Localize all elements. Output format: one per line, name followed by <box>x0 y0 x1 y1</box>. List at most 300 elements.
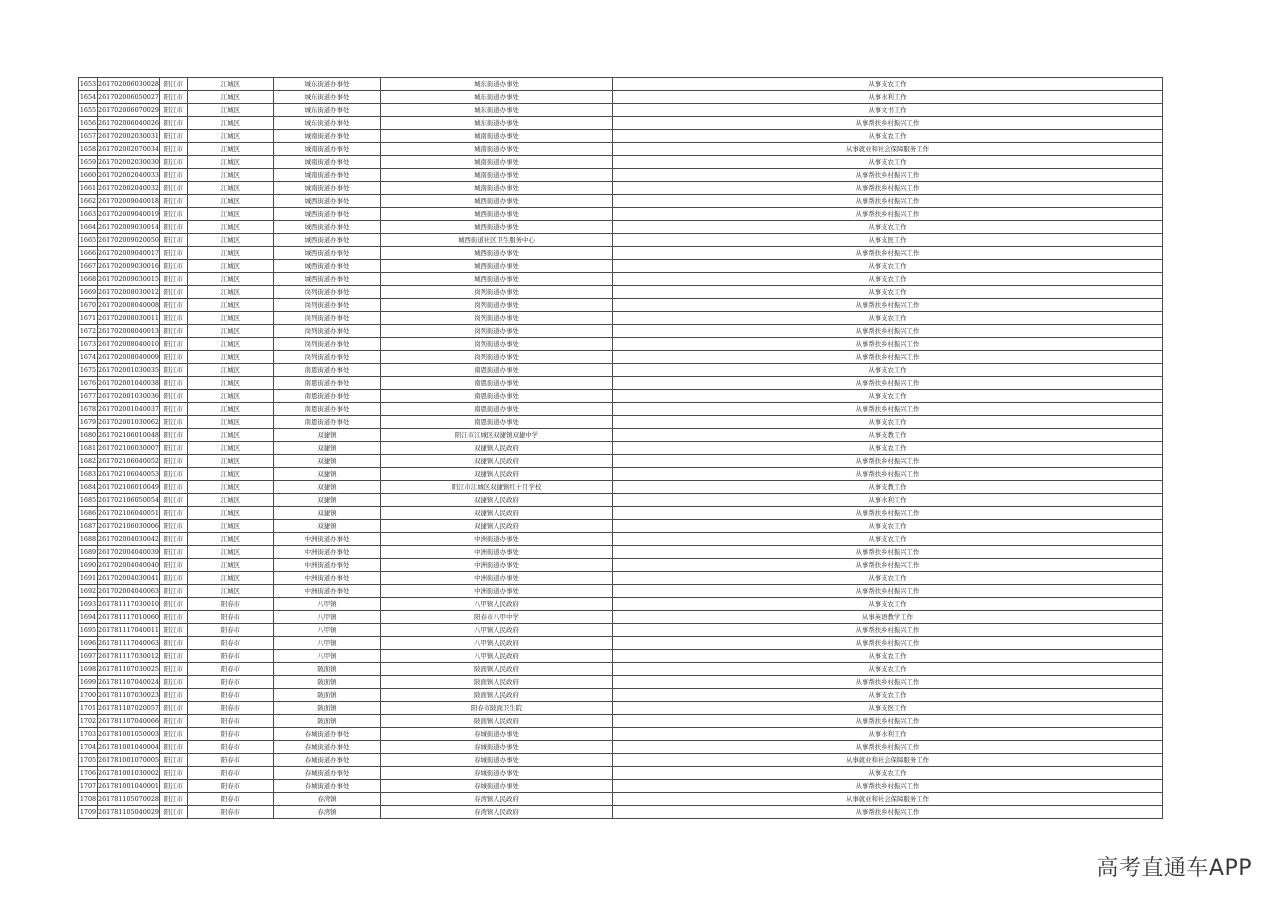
position-code-cell: 261781117030012 <box>98 650 160 663</box>
district-cell: 江城区 <box>188 260 274 273</box>
employer-cell: 春城街道办事处 <box>381 780 613 793</box>
job-duty-cell: 从事支农工作 <box>613 390 1163 403</box>
district-cell: 江城区 <box>188 169 274 182</box>
district-cell: 江城区 <box>188 546 274 559</box>
job-duty-cell: 从事水利工作 <box>613 91 1163 104</box>
row-number-cell: 1662 <box>79 195 98 208</box>
position-code-cell: 261781107030023 <box>98 689 160 702</box>
city-cell: 阳江市 <box>160 611 188 624</box>
position-code-cell: 261702106040053 <box>98 468 160 481</box>
employer-cell: 阳江市江城区双捷镇红十月学校 <box>381 481 613 494</box>
table-row <box>79 702 1163 715</box>
job-duty-cell: 从事帮扶乡村振兴工作 <box>613 325 1163 338</box>
job-duty-cell: 从事帮扶乡村振兴工作 <box>613 507 1163 520</box>
table-row <box>79 169 1163 182</box>
row-number-cell: 1693 <box>79 598 98 611</box>
township-cell: 八甲镇 <box>274 650 381 663</box>
township-cell: 双捷镇 <box>274 429 381 442</box>
city-cell: 阳江市 <box>160 208 188 221</box>
row-number-cell: 1664 <box>79 221 98 234</box>
township-cell: 城东街道办事处 <box>274 117 381 130</box>
district-cell: 江城区 <box>188 390 274 403</box>
position-code-cell: 261702008040009 <box>98 351 160 364</box>
table-row <box>79 260 1163 273</box>
table-row <box>79 780 1163 793</box>
row-number-cell: 1666 <box>79 247 98 260</box>
position-code-cell: 261702008030011 <box>98 312 160 325</box>
table-row <box>79 130 1163 143</box>
row-number-cell: 1697 <box>79 650 98 663</box>
employer-cell: 八甲镇人民政府 <box>381 624 613 637</box>
city-cell: 阳江市 <box>160 247 188 260</box>
township-cell: 中洲街道办事处 <box>274 559 381 572</box>
district-cell: 阳春市 <box>188 702 274 715</box>
job-duty-cell: 从事支农工作 <box>613 364 1163 377</box>
row-number-cell: 1689 <box>79 546 98 559</box>
row-number-cell: 1658 <box>79 143 98 156</box>
table-row <box>79 299 1163 312</box>
job-duty-cell: 从事帮扶乡村振兴工作 <box>613 624 1163 637</box>
table-row <box>79 494 1163 507</box>
employer-cell: 南恩街道办事处 <box>381 403 613 416</box>
township-cell: 岗列街道办事处 <box>274 351 381 364</box>
employer-cell: 阳江市江城区双捷镇双捷中学 <box>381 429 613 442</box>
city-cell: 阳江市 <box>160 637 188 650</box>
row-number-cell: 1695 <box>79 624 98 637</box>
city-cell: 阳江市 <box>160 299 188 312</box>
township-cell: 城南街道办事处 <box>274 156 381 169</box>
employer-cell: 双捷镇人民政府 <box>381 507 613 520</box>
row-number-cell: 1670 <box>79 299 98 312</box>
city-cell: 阳江市 <box>160 130 188 143</box>
district-cell: 阳春市 <box>188 637 274 650</box>
row-number-cell: 1678 <box>79 403 98 416</box>
job-duty-cell: 从事支农工作 <box>613 130 1163 143</box>
position-code-cell: 261702002040032 <box>98 182 160 195</box>
job-duty-cell: 从事支农工作 <box>613 689 1163 702</box>
job-duty-cell: 从事帮扶乡村振兴工作 <box>613 806 1163 819</box>
district-cell: 江城区 <box>188 208 274 221</box>
job-duty-cell: 从事支农工作 <box>613 442 1163 455</box>
table-row <box>79 234 1163 247</box>
township-cell: 双捷镇 <box>274 481 381 494</box>
row-number-cell: 1653 <box>79 78 98 91</box>
district-cell: 江城区 <box>188 117 274 130</box>
city-cell: 阳江市 <box>160 767 188 780</box>
city-cell: 阳江市 <box>160 416 188 429</box>
row-number-cell: 1661 <box>79 182 98 195</box>
township-cell: 八甲镇 <box>274 624 381 637</box>
township-cell: 八甲镇 <box>274 637 381 650</box>
job-duty-cell: 从事文书工作 <box>613 104 1163 117</box>
row-number-cell: 1668 <box>79 273 98 286</box>
district-cell: 江城区 <box>188 403 274 416</box>
employer-cell: 城西街道办事处 <box>381 195 613 208</box>
job-duty-cell: 从事帮扶乡村振兴工作 <box>613 468 1163 481</box>
township-cell: 春湾镇 <box>274 806 381 819</box>
job-duty-cell: 从事支农工作 <box>613 520 1163 533</box>
job-duty-cell: 从事支农工作 <box>613 533 1163 546</box>
district-cell: 江城区 <box>188 455 274 468</box>
employer-cell: 南恩街道办事处 <box>381 364 613 377</box>
row-number-cell: 1703 <box>79 728 98 741</box>
district-cell: 江城区 <box>188 377 274 390</box>
row-number-cell: 1667 <box>79 260 98 273</box>
job-duty-cell: 从事支农工作 <box>613 650 1163 663</box>
township-cell: 岗列街道办事处 <box>274 338 381 351</box>
position-code-cell: 261781117030010 <box>98 598 160 611</box>
employer-cell: 陂面镇人民政府 <box>381 689 613 702</box>
job-duty-cell: 从事帮扶乡村振兴工作 <box>613 546 1163 559</box>
table-row <box>79 754 1163 767</box>
township-cell: 城东街道办事处 <box>274 91 381 104</box>
district-cell: 阳春市 <box>188 598 274 611</box>
row-number-cell: 1672 <box>79 325 98 338</box>
position-code-cell: 261781105040029 <box>98 806 160 819</box>
township-cell: 中洲街道办事处 <box>274 546 381 559</box>
employer-cell: 岗列街道办事处 <box>381 286 613 299</box>
city-cell: 阳江市 <box>160 351 188 364</box>
job-duty-cell: 从事帮扶乡村振兴工作 <box>613 403 1163 416</box>
position-code-cell: 261702008030012 <box>98 286 160 299</box>
job-duty-cell: 从事支教工作 <box>613 481 1163 494</box>
district-cell: 江城区 <box>188 481 274 494</box>
position-code-cell: 261702006040026 <box>98 117 160 130</box>
city-cell: 阳江市 <box>160 676 188 689</box>
district-cell: 江城区 <box>188 247 274 260</box>
city-cell: 阳江市 <box>160 390 188 403</box>
table-row <box>79 507 1163 520</box>
job-duty-cell: 从事英语教学工作 <box>613 611 1163 624</box>
row-number-cell: 1671 <box>79 312 98 325</box>
row-number-cell: 1675 <box>79 364 98 377</box>
employer-cell: 春城街道办事处 <box>381 754 613 767</box>
position-code-cell: 261781107040024 <box>98 676 160 689</box>
row-number-cell: 1656 <box>79 117 98 130</box>
township-cell: 春城街道办事处 <box>274 780 381 793</box>
employer-cell: 春城街道办事处 <box>381 767 613 780</box>
position-code-cell: 261702106030007 <box>98 442 160 455</box>
position-code-cell: 261702009030015 <box>98 273 160 286</box>
row-number-cell: 1677 <box>79 390 98 403</box>
city-cell: 阳江市 <box>160 585 188 598</box>
city-cell: 阳江市 <box>160 780 188 793</box>
district-cell: 江城区 <box>188 91 274 104</box>
position-code-cell: 261781001040001 <box>98 780 160 793</box>
township-cell: 南恩街道办事处 <box>274 377 381 390</box>
table-row <box>79 221 1163 234</box>
township-cell: 双捷镇 <box>274 520 381 533</box>
job-duty-cell: 从事帮扶乡村振兴工作 <box>613 247 1163 260</box>
table-body <box>79 78 1163 819</box>
employer-cell: 城西街道办事处 <box>381 221 613 234</box>
district-cell: 江城区 <box>188 286 274 299</box>
table-row <box>79 598 1163 611</box>
table-row <box>79 325 1163 338</box>
table-row <box>79 689 1163 702</box>
table-row <box>79 104 1163 117</box>
township-cell: 城南街道办事处 <box>274 169 381 182</box>
city-cell: 阳江市 <box>160 104 188 117</box>
row-number-cell: 1682 <box>79 455 98 468</box>
employer-cell: 岗列街道办事处 <box>381 312 613 325</box>
employer-cell: 城南街道办事处 <box>381 143 613 156</box>
table-row <box>79 806 1163 819</box>
job-duty-cell: 从事就业和社会保障服务工作 <box>613 754 1163 767</box>
employer-cell: 城东街道办事处 <box>381 117 613 130</box>
city-cell: 阳江市 <box>160 455 188 468</box>
employer-cell: 中洲街道办事处 <box>381 546 613 559</box>
row-number-cell: 1707 <box>79 780 98 793</box>
table-row <box>79 416 1163 429</box>
employer-cell: 城西街道办事处 <box>381 208 613 221</box>
district-cell: 阳春市 <box>188 728 274 741</box>
position-code-cell: 261781107040066 <box>98 715 160 728</box>
district-cell: 江城区 <box>188 468 274 481</box>
employer-cell: 春湾镇人民政府 <box>381 806 613 819</box>
township-cell: 陂面镇 <box>274 702 381 715</box>
township-cell: 岗列街道办事处 <box>274 286 381 299</box>
table-row <box>79 728 1163 741</box>
position-code-cell: 261781107030025 <box>98 663 160 676</box>
table-row <box>79 572 1163 585</box>
employer-cell: 八甲镇人民政府 <box>381 650 613 663</box>
job-duty-cell: 从事帮扶乡村振兴工作 <box>613 715 1163 728</box>
city-cell: 阳江市 <box>160 403 188 416</box>
employer-cell: 双捷镇人民政府 <box>381 494 613 507</box>
row-number-cell: 1704 <box>79 741 98 754</box>
row-number-cell: 1674 <box>79 351 98 364</box>
job-duty-cell: 从事支农工作 <box>613 273 1163 286</box>
table-row <box>79 455 1163 468</box>
job-duty-cell: 从事帮扶乡村振兴工作 <box>613 169 1163 182</box>
row-number-cell: 1663 <box>79 208 98 221</box>
district-cell: 阳春市 <box>188 676 274 689</box>
table-row <box>79 650 1163 663</box>
position-code-cell: 261702009030014 <box>98 221 160 234</box>
employer-cell: 陂面镇人民政府 <box>381 663 613 676</box>
table-row <box>79 637 1163 650</box>
position-code-cell: 261781107020057 <box>98 702 160 715</box>
district-cell: 江城区 <box>188 533 274 546</box>
table-row <box>79 429 1163 442</box>
position-code-cell: 261781001030002 <box>98 767 160 780</box>
employer-cell: 城南街道办事处 <box>381 156 613 169</box>
township-cell: 城西街道办事处 <box>274 247 381 260</box>
township-cell: 陂面镇 <box>274 676 381 689</box>
job-duty-cell: 从事帮扶乡村振兴工作 <box>613 676 1163 689</box>
district-cell: 江城区 <box>188 299 274 312</box>
employer-cell: 双捷镇人民政府 <box>381 442 613 455</box>
row-number-cell: 1708 <box>79 793 98 806</box>
city-cell: 阳江市 <box>160 741 188 754</box>
job-duty-cell: 从事帮扶乡村振兴工作 <box>613 208 1163 221</box>
job-duty-cell: 从事支农工作 <box>613 78 1163 91</box>
district-cell: 江城区 <box>188 416 274 429</box>
district-cell: 江城区 <box>188 442 274 455</box>
table-row <box>79 182 1163 195</box>
city-cell: 阳江市 <box>160 312 188 325</box>
position-code-cell: 261702009040018 <box>98 195 160 208</box>
district-cell: 江城区 <box>188 572 274 585</box>
position-code-cell: 261702006070029 <box>98 104 160 117</box>
table-row <box>79 143 1163 156</box>
job-duty-cell: 从事水利工作 <box>613 494 1163 507</box>
position-code-cell: 261781117040063 <box>98 637 160 650</box>
employer-cell: 城南街道办事处 <box>381 169 613 182</box>
job-duty-cell: 从事支农工作 <box>613 260 1163 273</box>
row-number-cell: 1673 <box>79 338 98 351</box>
district-cell: 江城区 <box>188 351 274 364</box>
employer-cell: 城西街道办事处 <box>381 273 613 286</box>
employer-cell: 城南街道办事处 <box>381 182 613 195</box>
city-cell: 阳江市 <box>160 364 188 377</box>
district-cell: 江城区 <box>188 130 274 143</box>
row-number-cell: 1705 <box>79 754 98 767</box>
job-duty-cell: 从事支教工作 <box>613 429 1163 442</box>
position-code-cell: 261702006050027 <box>98 91 160 104</box>
city-cell: 阳江市 <box>160 117 188 130</box>
table-row <box>79 741 1163 754</box>
city-cell: 阳江市 <box>160 221 188 234</box>
employer-cell: 岗列街道办事处 <box>381 338 613 351</box>
position-code-cell: 261702008040013 <box>98 325 160 338</box>
district-cell: 江城区 <box>188 234 274 247</box>
district-cell: 江城区 <box>188 273 274 286</box>
city-cell: 阳江市 <box>160 715 188 728</box>
district-cell: 阳春市 <box>188 611 274 624</box>
employer-cell: 城西街道社区卫生服务中心 <box>381 234 613 247</box>
table-row <box>79 273 1163 286</box>
employer-cell: 陂面镇人民政府 <box>381 715 613 728</box>
row-number-cell: 1699 <box>79 676 98 689</box>
city-cell: 阳江市 <box>160 806 188 819</box>
employer-cell: 南恩街道办事处 <box>381 390 613 403</box>
township-cell: 城西街道办事处 <box>274 195 381 208</box>
table-row <box>79 390 1163 403</box>
township-cell: 南恩街道办事处 <box>274 416 381 429</box>
city-cell: 阳江市 <box>160 559 188 572</box>
employer-cell: 南恩街道办事处 <box>381 377 613 390</box>
table-row <box>79 442 1163 455</box>
table-row <box>79 312 1163 325</box>
job-duty-cell: 从事支农工作 <box>613 416 1163 429</box>
city-cell: 阳江市 <box>160 650 188 663</box>
district-cell: 阳春市 <box>188 780 274 793</box>
position-code-cell: 261781001050003 <box>98 728 160 741</box>
city-cell: 阳江市 <box>160 689 188 702</box>
row-number-cell: 1690 <box>79 559 98 572</box>
employer-cell: 双捷镇人民政府 <box>381 455 613 468</box>
row-number-cell: 1683 <box>79 468 98 481</box>
position-code-cell: 261702006030028 <box>98 78 160 91</box>
city-cell: 阳江市 <box>160 273 188 286</box>
job-duty-cell: 从事支农工作 <box>613 598 1163 611</box>
table-row <box>79 585 1163 598</box>
city-cell: 阳江市 <box>160 533 188 546</box>
township-cell: 岗列街道办事处 <box>274 312 381 325</box>
table-row <box>79 377 1163 390</box>
city-cell: 阳江市 <box>160 546 188 559</box>
table-row <box>79 663 1163 676</box>
employer-cell: 城东街道办事处 <box>381 91 613 104</box>
city-cell: 阳江市 <box>160 481 188 494</box>
employer-cell: 春城街道办事处 <box>381 741 613 754</box>
township-cell: 城西街道办事处 <box>274 273 381 286</box>
table-row <box>79 533 1163 546</box>
district-cell: 江城区 <box>188 325 274 338</box>
district-cell: 阳春市 <box>188 793 274 806</box>
position-code-cell: 261702106040052 <box>98 455 160 468</box>
township-cell: 春城街道办事处 <box>274 754 381 767</box>
table-row <box>79 715 1163 728</box>
employer-cell: 八甲镇人民政府 <box>381 637 613 650</box>
township-cell: 春城街道办事处 <box>274 741 381 754</box>
position-code-cell: 261702106010049 <box>98 481 160 494</box>
district-cell: 阳春市 <box>188 663 274 676</box>
employer-cell: 中洲街道办事处 <box>381 559 613 572</box>
city-cell: 阳江市 <box>160 195 188 208</box>
row-number-cell: 1700 <box>79 689 98 702</box>
district-cell: 江城区 <box>188 364 274 377</box>
table-row <box>79 117 1163 130</box>
position-code-cell: 261702004040063 <box>98 585 160 598</box>
row-number-cell: 1686 <box>79 507 98 520</box>
city-cell: 阳江市 <box>160 286 188 299</box>
employer-cell: 八甲镇人民政府 <box>381 598 613 611</box>
row-number-cell: 1702 <box>79 715 98 728</box>
township-cell: 城南街道办事处 <box>274 130 381 143</box>
job-duty-cell: 从事帮扶乡村振兴工作 <box>613 741 1163 754</box>
table-row <box>79 403 1163 416</box>
job-duty-cell: 从事帮扶乡村振兴工作 <box>613 338 1163 351</box>
employer-cell: 岗列街道办事处 <box>381 299 613 312</box>
position-code-cell: 261702106040051 <box>98 507 160 520</box>
district-cell: 江城区 <box>188 104 274 117</box>
position-code-cell: 261781105070028 <box>98 793 160 806</box>
district-cell: 阳春市 <box>188 624 274 637</box>
employer-cell: 城西街道办事处 <box>381 260 613 273</box>
position-code-cell: 261702106010048 <box>98 429 160 442</box>
row-number-cell: 1698 <box>79 663 98 676</box>
row-number-cell: 1665 <box>79 234 98 247</box>
district-cell: 江城区 <box>188 182 274 195</box>
city-cell: 阳江市 <box>160 325 188 338</box>
row-number-cell: 1701 <box>79 702 98 715</box>
table-row <box>79 247 1163 260</box>
city-cell: 阳江市 <box>160 169 188 182</box>
table-row <box>79 520 1163 533</box>
job-duty-cell: 从事帮扶乡村振兴工作 <box>613 377 1163 390</box>
table-row <box>79 468 1163 481</box>
table-row <box>79 364 1163 377</box>
district-cell: 阳春市 <box>188 754 274 767</box>
row-number-cell: 1696 <box>79 637 98 650</box>
township-cell: 城南街道办事处 <box>274 143 381 156</box>
position-code-cell: 261702001040037 <box>98 403 160 416</box>
row-number-cell: 1709 <box>79 806 98 819</box>
position-code-cell: 261702008040008 <box>98 299 160 312</box>
city-cell: 阳江市 <box>160 234 188 247</box>
job-duty-cell: 从事帮扶乡村振兴工作 <box>613 182 1163 195</box>
employer-cell: 阳春市八甲中学 <box>381 611 613 624</box>
city-cell: 阳江市 <box>160 793 188 806</box>
position-code-cell: 261702004030042 <box>98 533 160 546</box>
table-row <box>79 156 1163 169</box>
position-code-cell: 261702002030031 <box>98 130 160 143</box>
job-duty-cell: 从事就业和社会保障服务工作 <box>613 143 1163 156</box>
employer-cell: 陂面镇人民政府 <box>381 676 613 689</box>
